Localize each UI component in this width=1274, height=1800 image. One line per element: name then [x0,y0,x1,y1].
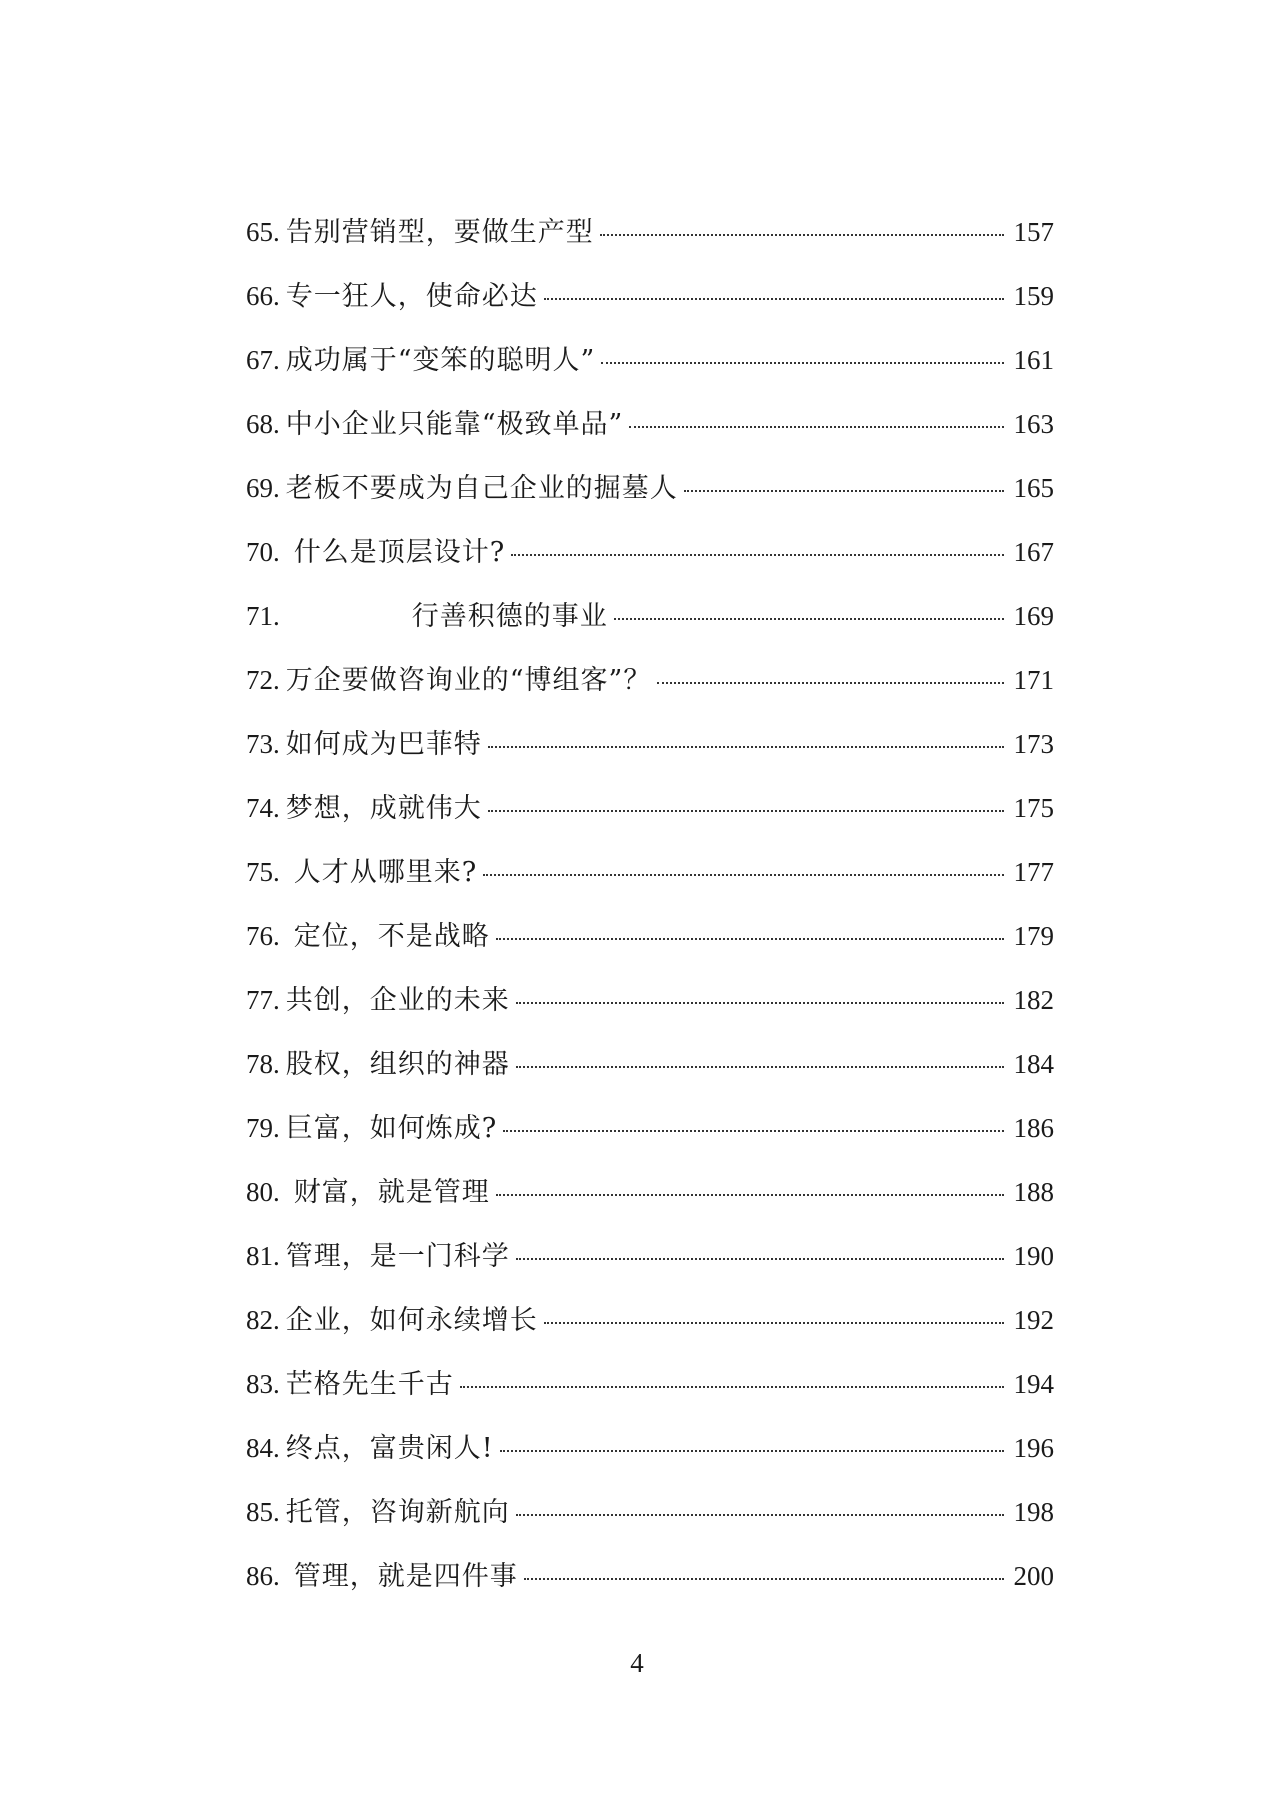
toc-entry[interactable] [246,978,1054,1042]
toc-entry-title: 芒格先生千古 [285,1369,454,1400]
toc-entry-page: 163 [1013,409,1054,439]
toc-entry-page: 198 [1013,1497,1054,1527]
toc-entry-page: 179 [1013,921,1054,951]
toc-entry-page: 190 [1013,1241,1054,1271]
toc-entry-number: 73. [246,729,280,759]
toc-entry-number: 80. [246,1177,280,1207]
table-of-contents [246,210,1054,1618]
page-number: 4 [630,1648,644,1678]
dot-leader [500,1450,1004,1452]
toc-entry-page: 165 [1013,473,1054,503]
toc-entry-number: 79. [246,1113,280,1143]
toc-entry-page: 171 [1013,665,1054,695]
toc-entry-page: 159 [1013,281,1054,311]
toc-entry-title: 梦想，成就伟大 [285,793,482,824]
toc-entry-page: 157 [1013,217,1054,247]
toc-entry-title: 巨富，如何炼成? [285,1113,498,1144]
dot-leader [516,1066,1004,1068]
dot-leader [629,426,1004,428]
toc-entry-number: 68. [246,409,280,439]
toc-entry-page: 182 [1013,985,1054,1015]
toc-entry-page: 161 [1013,345,1054,375]
toc-entry[interactable] [246,914,1054,978]
toc-entry-page: 184 [1013,1049,1054,1079]
dot-leader [483,874,1004,876]
toc-entry-number: 65. [246,217,280,247]
dot-leader [496,1194,1004,1196]
dot-leader [544,298,1004,300]
dot-leader [524,1578,1004,1580]
toc-entry[interactable] [246,1298,1054,1362]
toc-entry-page: 167 [1013,537,1054,567]
toc-entry-title: 管理，是一门科学 [285,1241,510,1272]
toc-entry-title: 终点，富贵闲人! [285,1433,494,1464]
toc-entry-page: 177 [1013,857,1054,887]
toc-entry-title: 企业，如何永续增长 [285,1305,538,1336]
dot-leader [511,554,1004,556]
dot-leader [516,1514,1004,1516]
toc-entry-title: 中小企业只能靠“极致单品” [285,409,624,440]
dot-leader [460,1386,1004,1388]
toc-entry[interactable] [246,1042,1054,1106]
dot-leader [684,490,1004,492]
dot-leader [488,746,1004,748]
toc-entry-page: 196 [1013,1433,1054,1463]
toc-entry[interactable] [246,1426,1054,1490]
toc-entry-number: 84. [246,1433,280,1463]
dot-leader [503,1130,1004,1132]
toc-entry-number: 70. [246,537,280,567]
toc-entry[interactable] [246,594,1054,658]
toc-entry-number: 74. [246,793,280,823]
toc-entry-page: 175 [1013,793,1054,823]
dot-leader [516,1002,1004,1004]
toc-entry[interactable] [246,466,1054,530]
dot-leader [516,1258,1004,1260]
toc-entry[interactable] [246,1170,1054,1234]
toc-entry-number: 69. [246,473,280,503]
toc-entry[interactable] [246,530,1054,594]
toc-entry[interactable] [246,1234,1054,1298]
toc-entry[interactable] [246,786,1054,850]
dot-leader [601,362,1004,364]
toc-entry-page: 194 [1013,1369,1054,1399]
toc-entry-title: 万企要做咨询业的“博组客”？ [285,665,652,696]
toc-entry-title: 老板不要成为自己企业的掘墓人 [285,473,678,504]
toc-entry-number: 86. [246,1561,280,1591]
toc-entry-number: 81. [246,1241,280,1271]
toc-entry-title: 人才从哪里来? [293,857,478,888]
toc-entry[interactable] [246,1554,1054,1618]
toc-entry-title: 如何成为巴菲特 [285,729,482,760]
toc-entry-title: 共创，企业的未来 [285,985,510,1016]
toc-entry-page: 173 [1013,729,1054,759]
toc-entry-number: 67. [246,345,280,375]
dot-leader [544,1322,1004,1324]
toc-entry[interactable] [246,402,1054,466]
toc-entry[interactable] [246,1362,1054,1426]
toc-entry-title: 什么是顶层设计? [293,537,506,568]
toc-entry-page: 186 [1013,1113,1054,1143]
toc-entry-title: 成功属于“变笨的聪明人” [285,345,596,376]
toc-entry[interactable] [246,1106,1054,1170]
toc-entry-number: 66. [246,281,280,311]
toc-entry-number: 75. [246,857,280,887]
dot-leader [496,938,1004,940]
toc-entry-number: 83. [246,1369,280,1399]
toc-entry-title: 专一狂人，使命必达 [285,281,538,312]
toc-entry-number: 85. [246,1497,280,1527]
toc-entry-title: 财富，就是管理 [293,1177,490,1208]
toc-entry-page: 200 [1013,1561,1054,1591]
toc-entry-title: 股权，组织的神器 [285,1049,510,1080]
dot-leader [488,810,1004,812]
toc-entry-page: 169 [1013,601,1054,631]
toc-entry-title: 管理，就是四件事 [293,1561,518,1592]
toc-entry-title: 定位，不是战略 [293,921,490,952]
toc-entry-number: 76. [246,921,280,951]
toc-entry[interactable] [246,210,1054,274]
toc-entry-page: 192 [1013,1305,1054,1335]
dot-leader [614,618,1004,620]
toc-entry[interactable] [246,338,1054,402]
toc-entry[interactable] [246,722,1054,786]
toc-entry-title: 行善积德的事业 [411,601,608,632]
dot-leader [600,234,1004,236]
toc-entry-title: 托管，咨询新航向 [285,1497,510,1528]
toc-entry[interactable] [246,658,1054,722]
toc-entry-number: 78. [246,1049,280,1079]
toc-entry-number: 72. [246,665,280,695]
toc-entry[interactable] [246,850,1054,914]
toc-entry-number: 71. [246,601,280,631]
toc-entry-number: 82. [246,1305,280,1335]
toc-entry-title: 告别营销型，要做生产型 [285,217,594,248]
toc-entry[interactable] [246,1490,1054,1554]
dot-leader [657,682,1004,684]
toc-entry-number: 77. [246,985,280,1015]
toc-entry-page: 188 [1013,1177,1054,1207]
toc-entry[interactable] [246,274,1054,338]
